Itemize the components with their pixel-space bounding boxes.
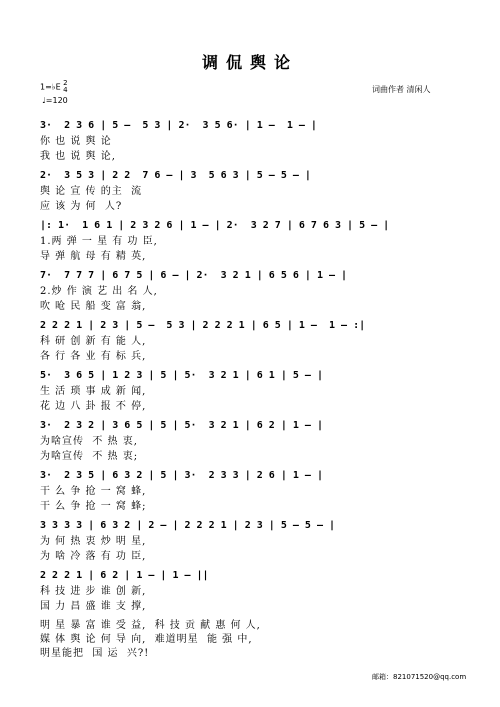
notation-line: 7· 7 7 7 | 6 7 5 | 6 – | 2· 3 2 1 | 6 5 6 | 1 – | [40,270,348,281]
lyric-line: 导 弹 航 母 有 精 英, [40,251,147,262]
notation-line: 2 2 2 1 | 6 2 | 1 – | 1 – || [40,570,209,581]
footer-email: 邮箱：821071520@qq.com [372,673,467,681]
notation-line: 5· 3 6 5 | 1 2 3 | 5 | 5· 3 2 1 | 6 1 | 5 – | [40,370,323,381]
score-line [40,218,470,264]
lyric-line: 应 该 为 何 人? [40,201,123,212]
lyric-line: 你 也 说 舆 论 [40,136,112,147]
lyric-line: 各 行 各 业 有 标 兵, [40,351,147,362]
lyric-line: 我 也 说 舆 论, [40,151,116,162]
notation-line: 2 2 2 1 | 2 3 | 5 – 5 3 | 2 2 2 1 | 6 5 | 1 – 1 – :| [40,320,366,331]
extra-lyric-line: 明 星 暴 富 谁 受 益, 科 技 贡 献 惠 何 人, [40,620,261,631]
key-signature [40,80,68,94]
score-line [40,518,470,564]
score-line [40,568,470,614]
score-line [40,318,470,364]
score-line [40,468,470,514]
time-top: 2 [63,79,68,87]
lyric-line: 为 何 热 衷 炒 明 星, [40,536,147,547]
notation-line: 3· 2 3 6 | 5 – 5 3 | 2· 3 5 6· | 1 – 1 – | [40,120,317,131]
time-signature [63,80,67,94]
lyric-line: 花 边 八 卦 报 不 停, [40,401,147,412]
lyric-line: 舆 论 宣 传 的主 流 [40,186,143,197]
score-line [40,168,470,214]
lyric-line: 为 啥 冷 落 有 功 臣, [40,551,147,562]
extra-lyric-line: 明星能把 国 运 兴?! [40,648,150,659]
credits: 词曲作者 清闲人 [372,85,431,94]
lyric-line: 国 力 昌 盛 谁 支 撑, [40,601,147,612]
notation-line: 3· 2 3 5 | 6 3 2 | 5 | 3· 2 3 3 | 2 6 | 1 – | [40,470,323,481]
time-bottom: 4 [63,86,68,94]
notation-line: 3 3 3 3 | 6 3 2 | 2 – | 2 2 2 1 | 2 3 | 5 – 5 – | [40,520,336,531]
notation-line: 2· 3 5 3 | 2 2 7 6 – | 3 5 6 3 | 5 – 5 – | [40,170,311,181]
score-line [40,368,470,414]
score-line [40,268,470,314]
lyric-line: 干 么 争 抢 一 窝 蜂, [40,486,147,497]
lyric-line: 为啥宣传 不 热 衷, [40,436,138,447]
lyric-line: 科 研 创 新 有 能 人, [40,336,147,347]
notation-line: 3· 2 3 2 | 3 6 5 | 5 | 5· 3 2 1 | 6 2 | 1 – | [40,420,323,431]
key-label: 1=♭E [40,82,61,92]
score-line [40,118,470,164]
extra-lyric-line: 媒 体 舆 论 何 导 向, 难道明星 能 强 中, [40,634,253,645]
lyric-line: 2.炒 作 演 艺 出 名 人, [40,286,158,297]
lyric-line: 生 活 琐 事 成 新 闻, [40,386,147,397]
lyric-line: 科 技 进 步 谁 创 新, [40,586,147,597]
lyric-line: 为啥宣传 不 热 衷; [40,451,139,462]
lyric-line: 1.两 弹 一 星 有 功 臣, [40,236,158,247]
lyric-line: 干 么 争 抢 一 窝 蜂; [40,501,147,512]
page-title: 调侃舆论 [201,53,298,72]
lyric-line: 吹 呛 民 船 变 富 翁, [40,301,147,312]
notation-line: |: 1· 1 6 1 | 2 3 2 6 | 1 – | 2· 3 2 7 | 6 7 6 3 | 5 – | [40,220,390,231]
score-line [40,418,470,464]
tempo-marking: ♩=120 [42,96,68,105]
